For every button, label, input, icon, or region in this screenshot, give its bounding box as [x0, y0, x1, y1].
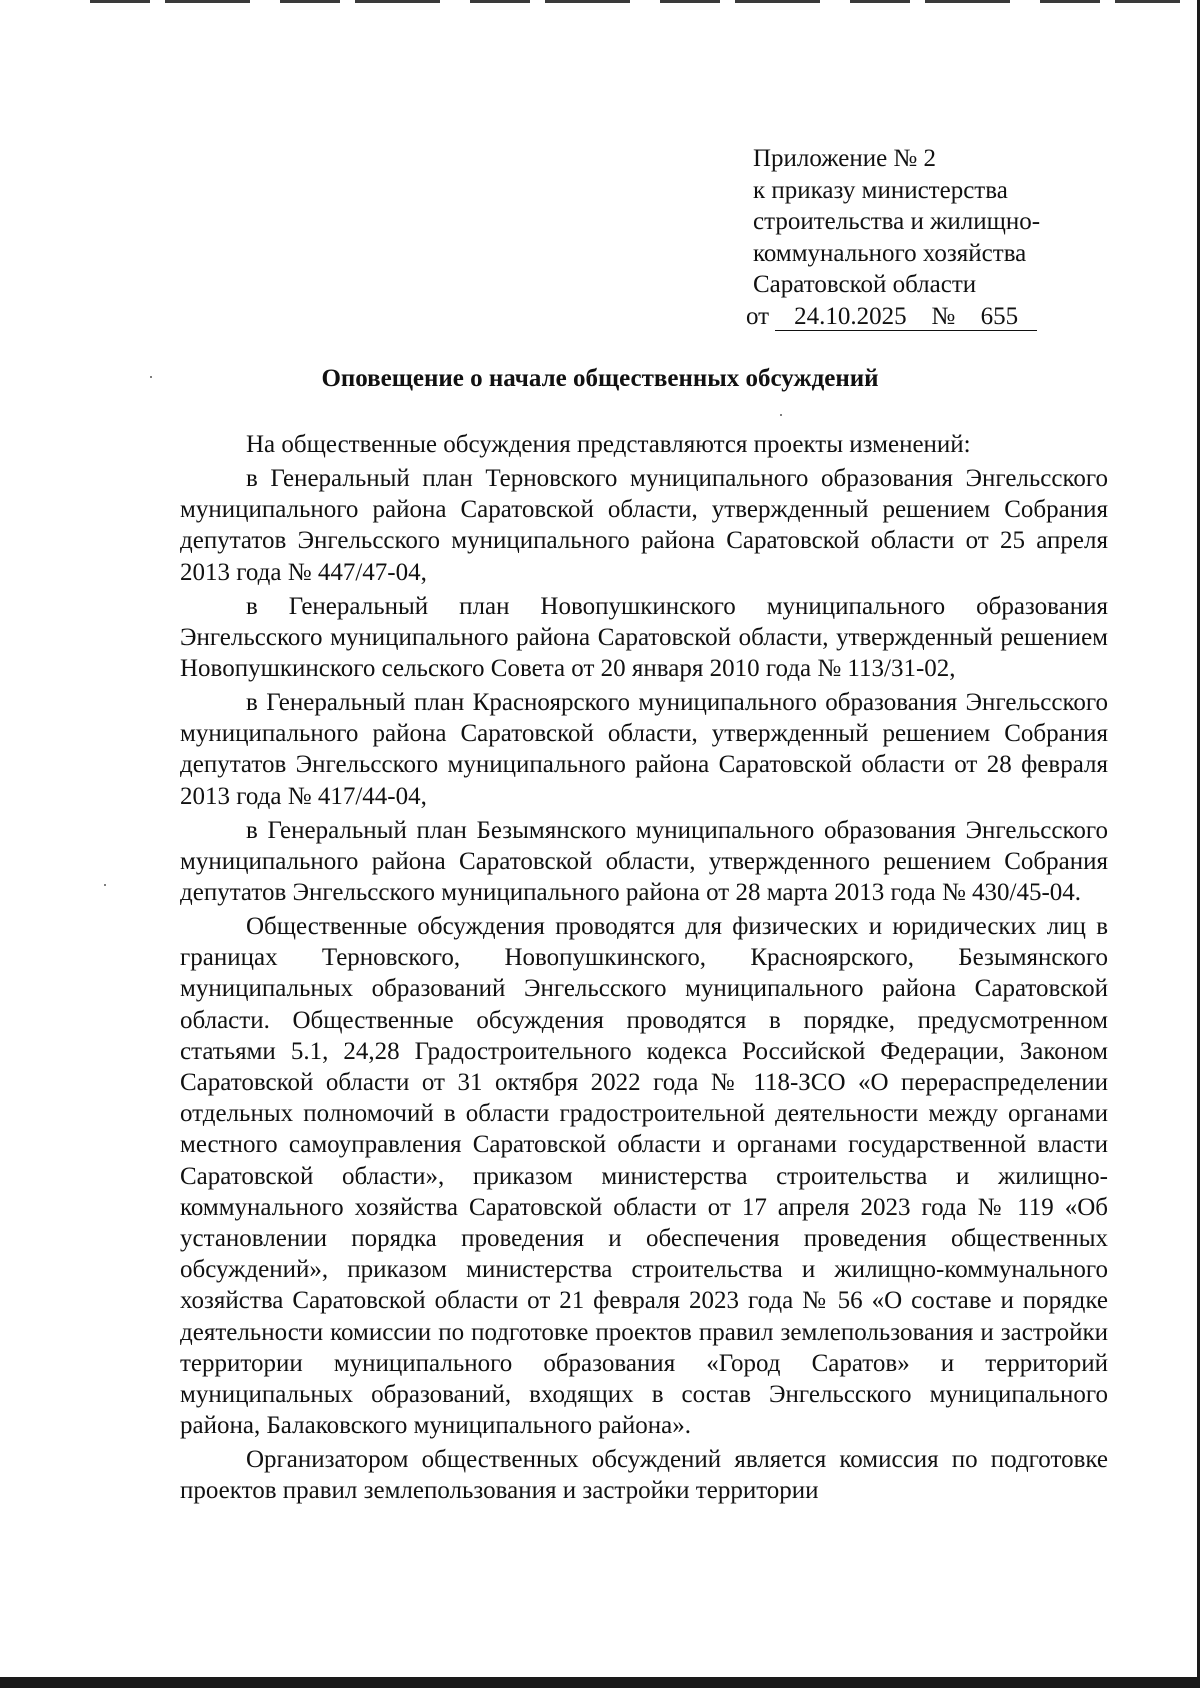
body-paragraph: в Генеральный план Безымянского муниципального образования Энгельсского муниципального района Саратовской области, утвержденного решением Собрания депутатов Энгельсского муниципального района от 28 марта 2013 года № 430/45-04.	[180, 816, 1108, 907]
body-paragraph: в Генеральный план Красноярского муниципального образования Энгельсского муниципального района Саратовской области, утвержденный решением Собрания депутатов Энгельсского муниципального района Саратовской области от 28 февраля 2013 года № 417/44-04,	[180, 689, 1108, 810]
scan-top-edge-marks	[90, 0, 1180, 3]
document-title: Оповещение о начале общественных обсуждений	[321, 365, 879, 392]
body-paragraph: На общественные обсуждения представляются проекты изменений:	[246, 431, 971, 458]
appendix-number: Приложение № 2	[753, 145, 937, 172]
appendix-ministry-line: строительства и жилищно-	[753, 208, 1041, 235]
appendix-header	[746, 143, 1133, 332]
scan-speck	[780, 414, 782, 416]
order-date: 24.10.2025	[775, 303, 925, 331]
scan-bottom-edge	[0, 1677, 1200, 1688]
number-sign: №	[925, 303, 961, 331]
appendix-date-line	[746, 301, 1133, 333]
appendix-order-line: к приказу министерства	[753, 176, 1008, 204]
appendix-region-line: Саратовской области	[753, 271, 977, 298]
body-paragraph: в Генеральный план Терновского муниципального образования Энгельсского муниципального района Саратовской области, утвержденный решением Собрания депутатов Энгельсского муниципального района Саратовской области от 25 апреля 2013 года № 447/47-04,	[180, 465, 1108, 586]
order-number: 655	[961, 303, 1037, 331]
date-prefix: от	[746, 302, 770, 330]
body-paragraph: Общественные обсуждения проводятся для физических и юридических лиц в границах Терновского, Новопушкинского, Красноярского, Безымянского муниципальных образований Энгельсского муниципального района Саратовской области. Общественные обсуждения проводятся в порядке, предусмотренном статьями 5.1, 24,28 Градостроительного кодекса Российской Федерации, Законом Саратовской области от 31 октября 2022 года № 118-ЗСО «О перераспределении отдельных полномочий в области градостроительной деятельности между органами местного самоуправления Саратовской области и органами государственной власти Саратовской области», приказом министерства строительства и жилищно-коммунального хозяйства Саратовской области от 17 апреля 2023 года № 119 «Об установлении порядка проведения и обеспечения проведения общественных обсуждений», приказом министерства строительства и жилищно-коммунального хозяйства Саратовской области от 21 февраля 2023 года № 56 «О составе и порядке деятельности комиссии по подготовке проектов правил землепользования и застройки территории муниципального образования «Город Саратов» и территорий муниципальных образований, входящих в состав Энгельсского муниципального района, Балаковского муниципального района».	[180, 913, 1108, 1440]
body-paragraph: в Генеральный план Новопушкинского муниципального образования Энгельсского муниципального района Саратовской области, утвержденный решением Новопушкинского сельского Совета от 20 января 2010 года № 113/31-02,	[180, 592, 1108, 683]
document-body	[180, 429, 1108, 1509]
scan-speck	[104, 884, 106, 886]
body-paragraph: Организатором общественных обсуждений является комиссия по подготовке проектов правил землепользования и застройки территории	[180, 1446, 1108, 1505]
appendix-ministry-line: коммунального хозяйства	[753, 239, 1027, 267]
